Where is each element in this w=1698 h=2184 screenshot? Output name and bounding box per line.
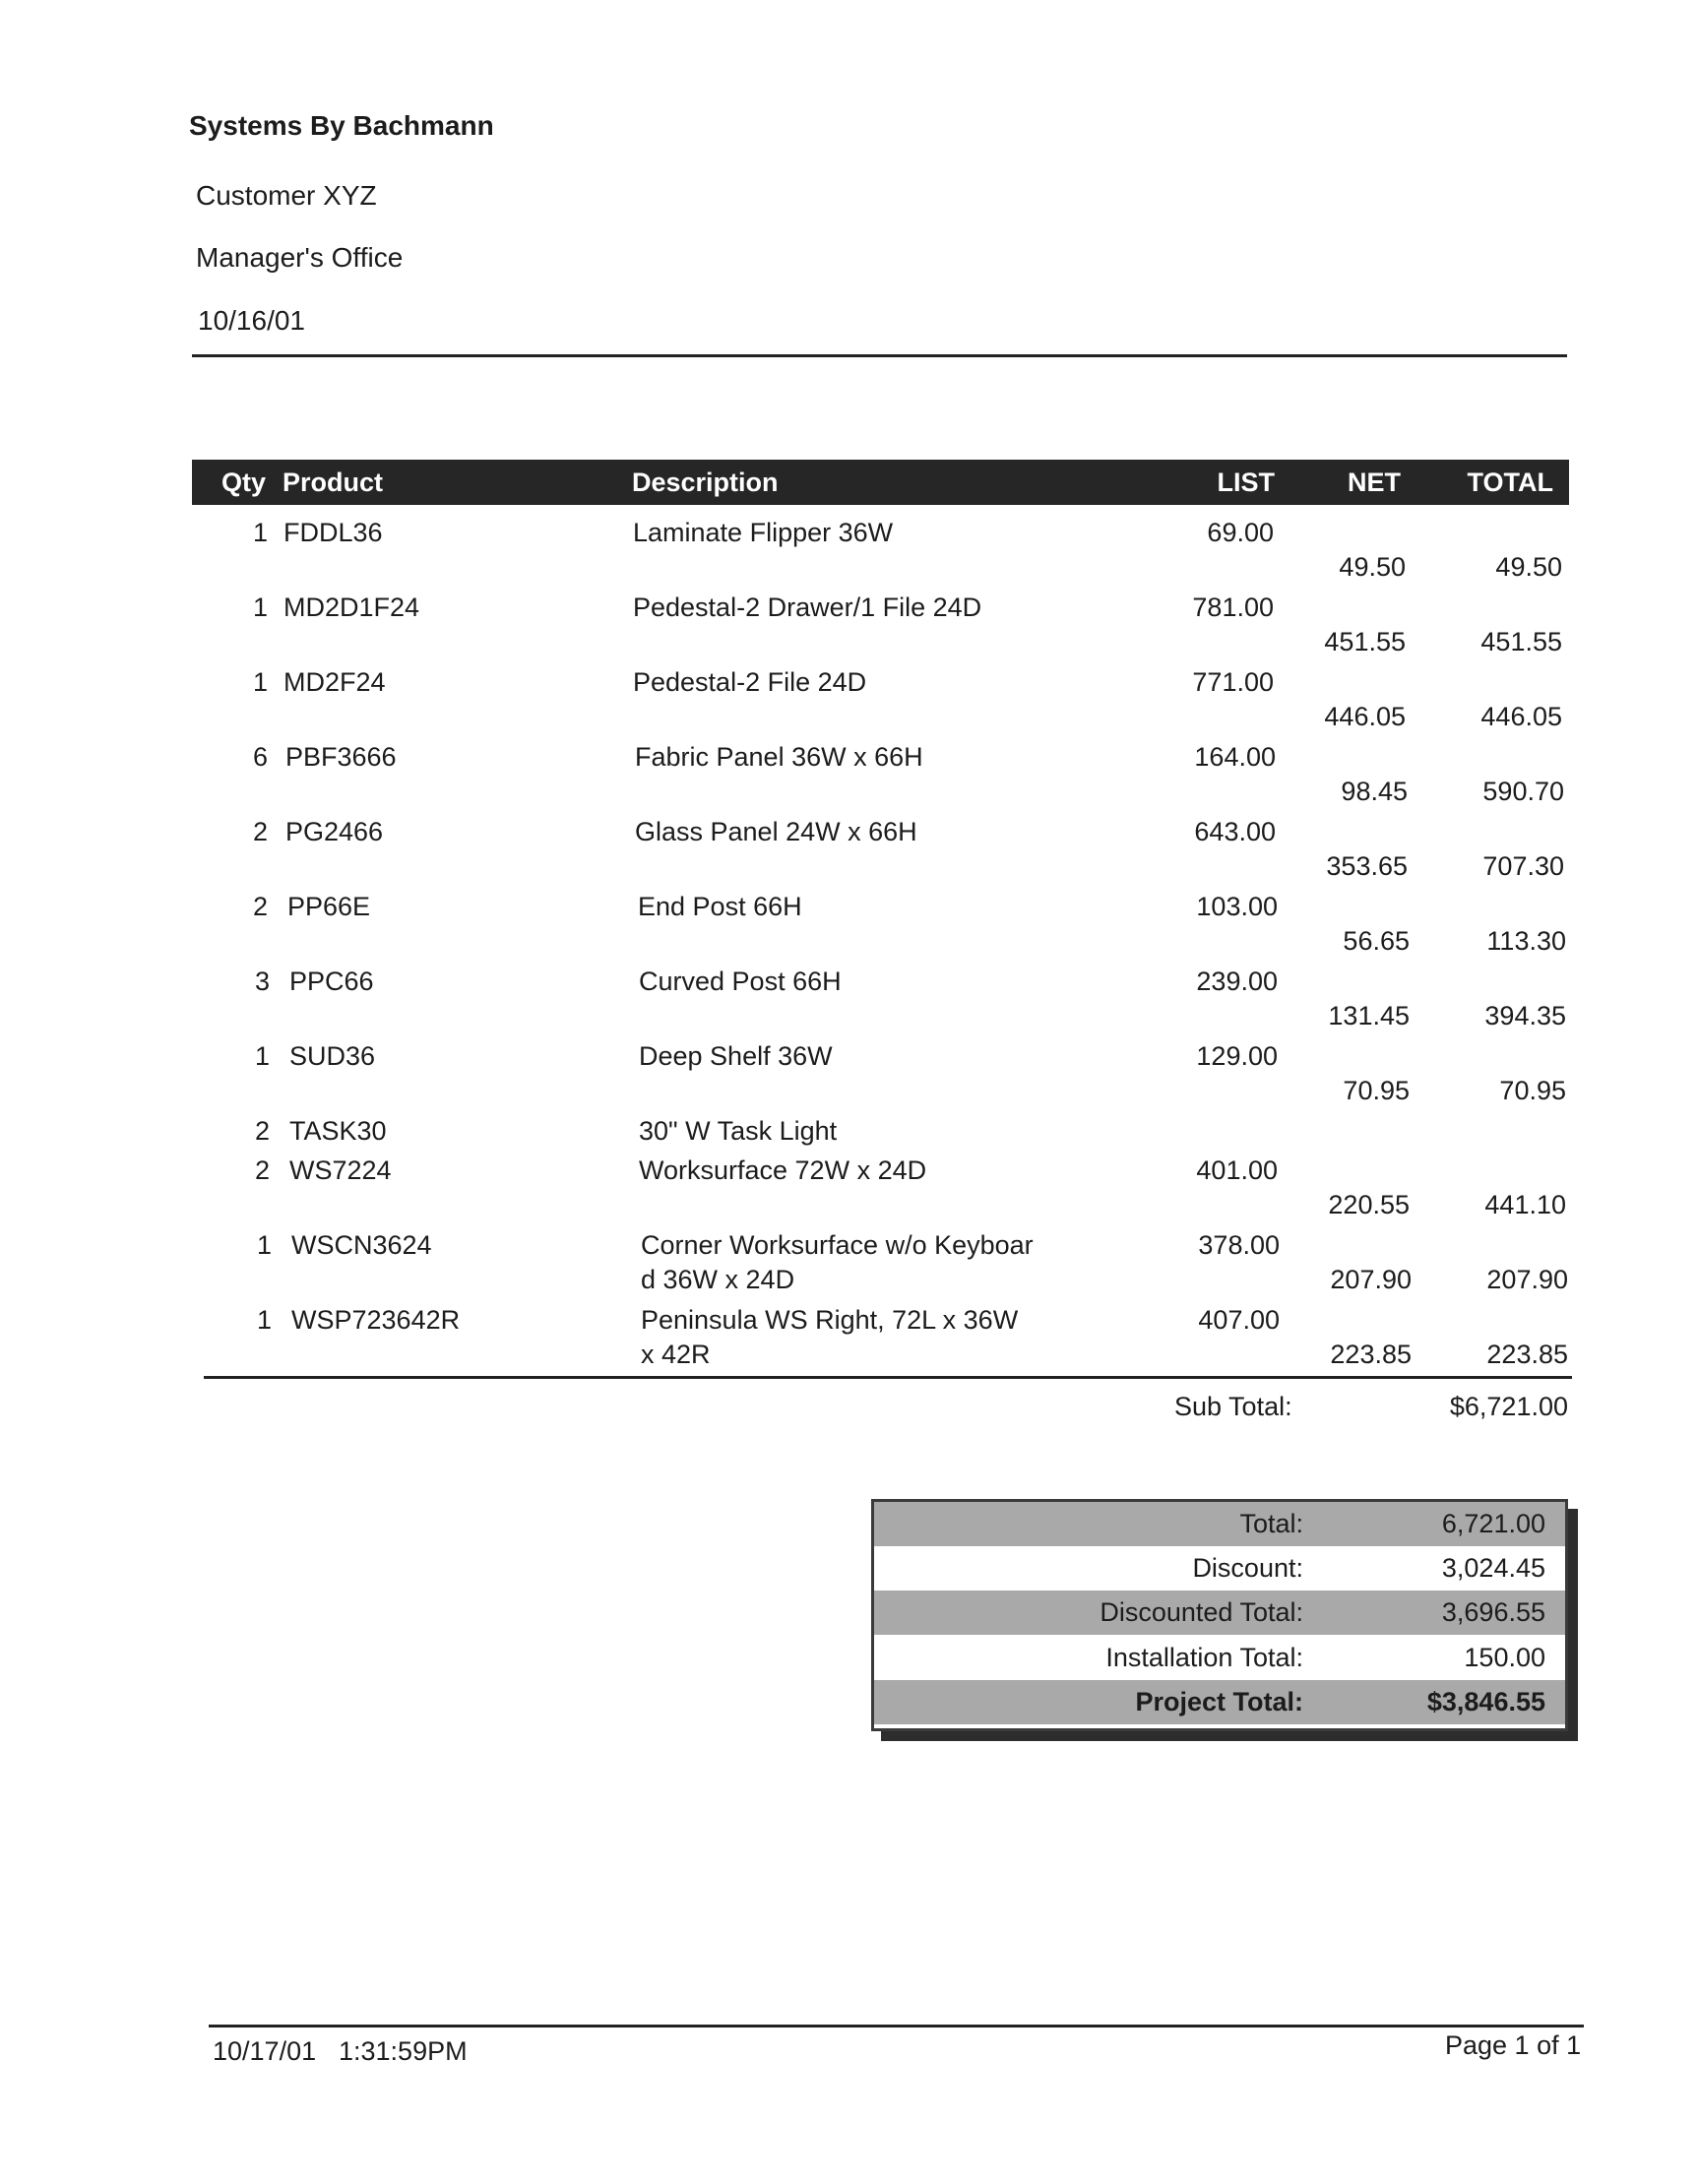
row-net: 49.50: [1339, 552, 1406, 582]
row-qty: 2: [254, 1116, 270, 1146]
summary-label: Discounted Total:: [1100, 1597, 1303, 1627]
footer-time: 1:31:59PM: [339, 2036, 468, 2066]
summary-value: 6,721.00: [1441, 1509, 1545, 1538]
row-product: PPC66: [289, 967, 374, 996]
summary-row-discounted-total: [874, 1591, 1565, 1635]
row-list: 378.00: [1198, 1230, 1280, 1260]
row-description: Fabric Panel 36W x 66H: [635, 742, 923, 772]
row-list: 781.00: [1192, 593, 1274, 622]
row-qty: 1: [252, 518, 268, 547]
summary-row-discount: [874, 1546, 1565, 1591]
row-list: 771.00: [1192, 667, 1274, 697]
row-description-cont: x 42R: [641, 1340, 711, 1369]
footer-date: 10/17/01: [213, 2036, 317, 2066]
col-total: TOTAL: [1467, 468, 1553, 497]
row-description: Peninsula WS Right, 72L x 36W: [641, 1305, 1019, 1335]
row-product: FDDL36: [283, 518, 383, 547]
row-qty: 2: [254, 1155, 270, 1185]
summary-row-project-total: [874, 1680, 1565, 1724]
row-qty: 6: [252, 742, 268, 772]
page-number: Page 1 of 1: [1445, 2030, 1582, 2060]
footer-divider: [209, 2025, 1584, 2028]
row-description: Laminate Flipper 36W: [633, 518, 894, 547]
row-list: 103.00: [1196, 892, 1278, 921]
row-total: 223.85: [1486, 1340, 1568, 1369]
subtotal-label: Sub Total:: [1174, 1392, 1292, 1421]
row-list: 401.00: [1196, 1155, 1278, 1185]
row-total: 446.05: [1480, 702, 1562, 731]
row-qty: 1: [254, 1041, 270, 1071]
row-net: 70.95: [1343, 1076, 1410, 1105]
row-qty: 1: [252, 667, 268, 697]
row-list: 407.00: [1198, 1305, 1280, 1335]
row-product: PBF3666: [285, 742, 397, 772]
row-total: 49.50: [1495, 552, 1562, 582]
row-description: Worksurface 72W x 24D: [639, 1155, 927, 1185]
row-description: Pedestal-2 Drawer/1 File 24D: [633, 593, 982, 622]
row-description: 30" W Task Light: [639, 1116, 838, 1146]
row-list: 239.00: [1196, 967, 1278, 996]
table-bottom-divider: [204, 1376, 1572, 1379]
col-product: Product: [283, 468, 384, 497]
row-net: 446.05: [1324, 702, 1406, 731]
col-description: Description: [632, 468, 779, 497]
row-description: Corner Worksurface w/o Keyboar: [641, 1230, 1034, 1260]
row-product: WS7224: [289, 1155, 392, 1185]
row-product: WSCN3624: [291, 1230, 432, 1260]
row-qty: 2: [252, 892, 268, 921]
row-net: 98.45: [1341, 777, 1408, 806]
row-qty: 2: [252, 817, 268, 846]
row-qty: 1: [252, 593, 268, 622]
row-total: 113.30: [1486, 926, 1566, 956]
subtotal-value: $6,721.00: [1449, 1392, 1568, 1421]
summary-value: 150.00: [1464, 1643, 1545, 1672]
row-description-cont: d 36W x 24D: [641, 1265, 795, 1294]
row-description: End Post 66H: [638, 892, 802, 921]
row-product: PG2466: [285, 817, 384, 846]
row-total: 441.10: [1484, 1190, 1566, 1219]
row-net: 220.55: [1328, 1190, 1410, 1219]
col-qty: Qty: [221, 468, 267, 497]
row-product: TASK30: [289, 1116, 387, 1146]
col-list: LIST: [1217, 468, 1275, 497]
row-net: 56.65: [1343, 926, 1410, 956]
row-total: 590.70: [1482, 777, 1564, 806]
summary-label: Installation Total:: [1105, 1643, 1303, 1672]
summary-label: Total:: [1239, 1509, 1303, 1538]
row-net: 207.90: [1330, 1265, 1412, 1294]
row-total: 707.30: [1482, 851, 1564, 881]
row-qty: 1: [256, 1305, 272, 1335]
row-description: Deep Shelf 36W: [639, 1041, 833, 1071]
row-net: 353.65: [1326, 851, 1408, 881]
row-list: 69.00: [1207, 518, 1274, 547]
summary-value: $3,846.55: [1426, 1687, 1545, 1716]
header-divider: [192, 354, 1567, 357]
row-list: 643.00: [1194, 817, 1276, 846]
row-description: Glass Panel 24W x 66H: [635, 817, 917, 846]
summary-value: 3,696.55: [1441, 1597, 1545, 1627]
row-qty: 3: [254, 967, 270, 996]
document-date: 10/16/01: [198, 305, 305, 336]
customer-name: Customer XYZ: [196, 180, 377, 211]
row-net: 451.55: [1324, 627, 1406, 656]
row-description: Pedestal-2 File 24D: [633, 667, 867, 697]
office-name: Manager's Office: [196, 242, 404, 273]
row-total: 394.35: [1484, 1001, 1566, 1030]
row-net: 223.85: [1330, 1340, 1412, 1369]
row-total: 207.90: [1486, 1265, 1568, 1294]
row-qty: 1: [256, 1230, 272, 1260]
row-total: 451.55: [1480, 627, 1562, 656]
row-list: 164.00: [1194, 742, 1276, 772]
company-name: Systems By Bachmann: [189, 110, 494, 141]
row-net: 131.45: [1328, 1001, 1410, 1030]
row-product: MD2D1F24: [283, 593, 420, 622]
row-product: SUD36: [289, 1041, 376, 1071]
summary-box: [871, 1499, 1568, 1731]
col-net: NET: [1348, 468, 1401, 497]
row-product: MD2F24: [283, 667, 386, 697]
row-description: Curved Post 66H: [639, 967, 842, 996]
summary-label: Project Total:: [1135, 1687, 1303, 1716]
row-list: 129.00: [1196, 1041, 1278, 1071]
table-header: [192, 460, 1569, 505]
summary-label: Discount:: [1192, 1553, 1303, 1583]
row-product: WSP723642R: [291, 1305, 461, 1335]
summary-row-installation: [874, 1636, 1565, 1680]
row-total: 70.95: [1499, 1076, 1566, 1105]
row-product: PP66E: [287, 892, 371, 921]
summary-value: 3,024.45: [1441, 1553, 1545, 1583]
summary-row-total: [874, 1502, 1565, 1546]
